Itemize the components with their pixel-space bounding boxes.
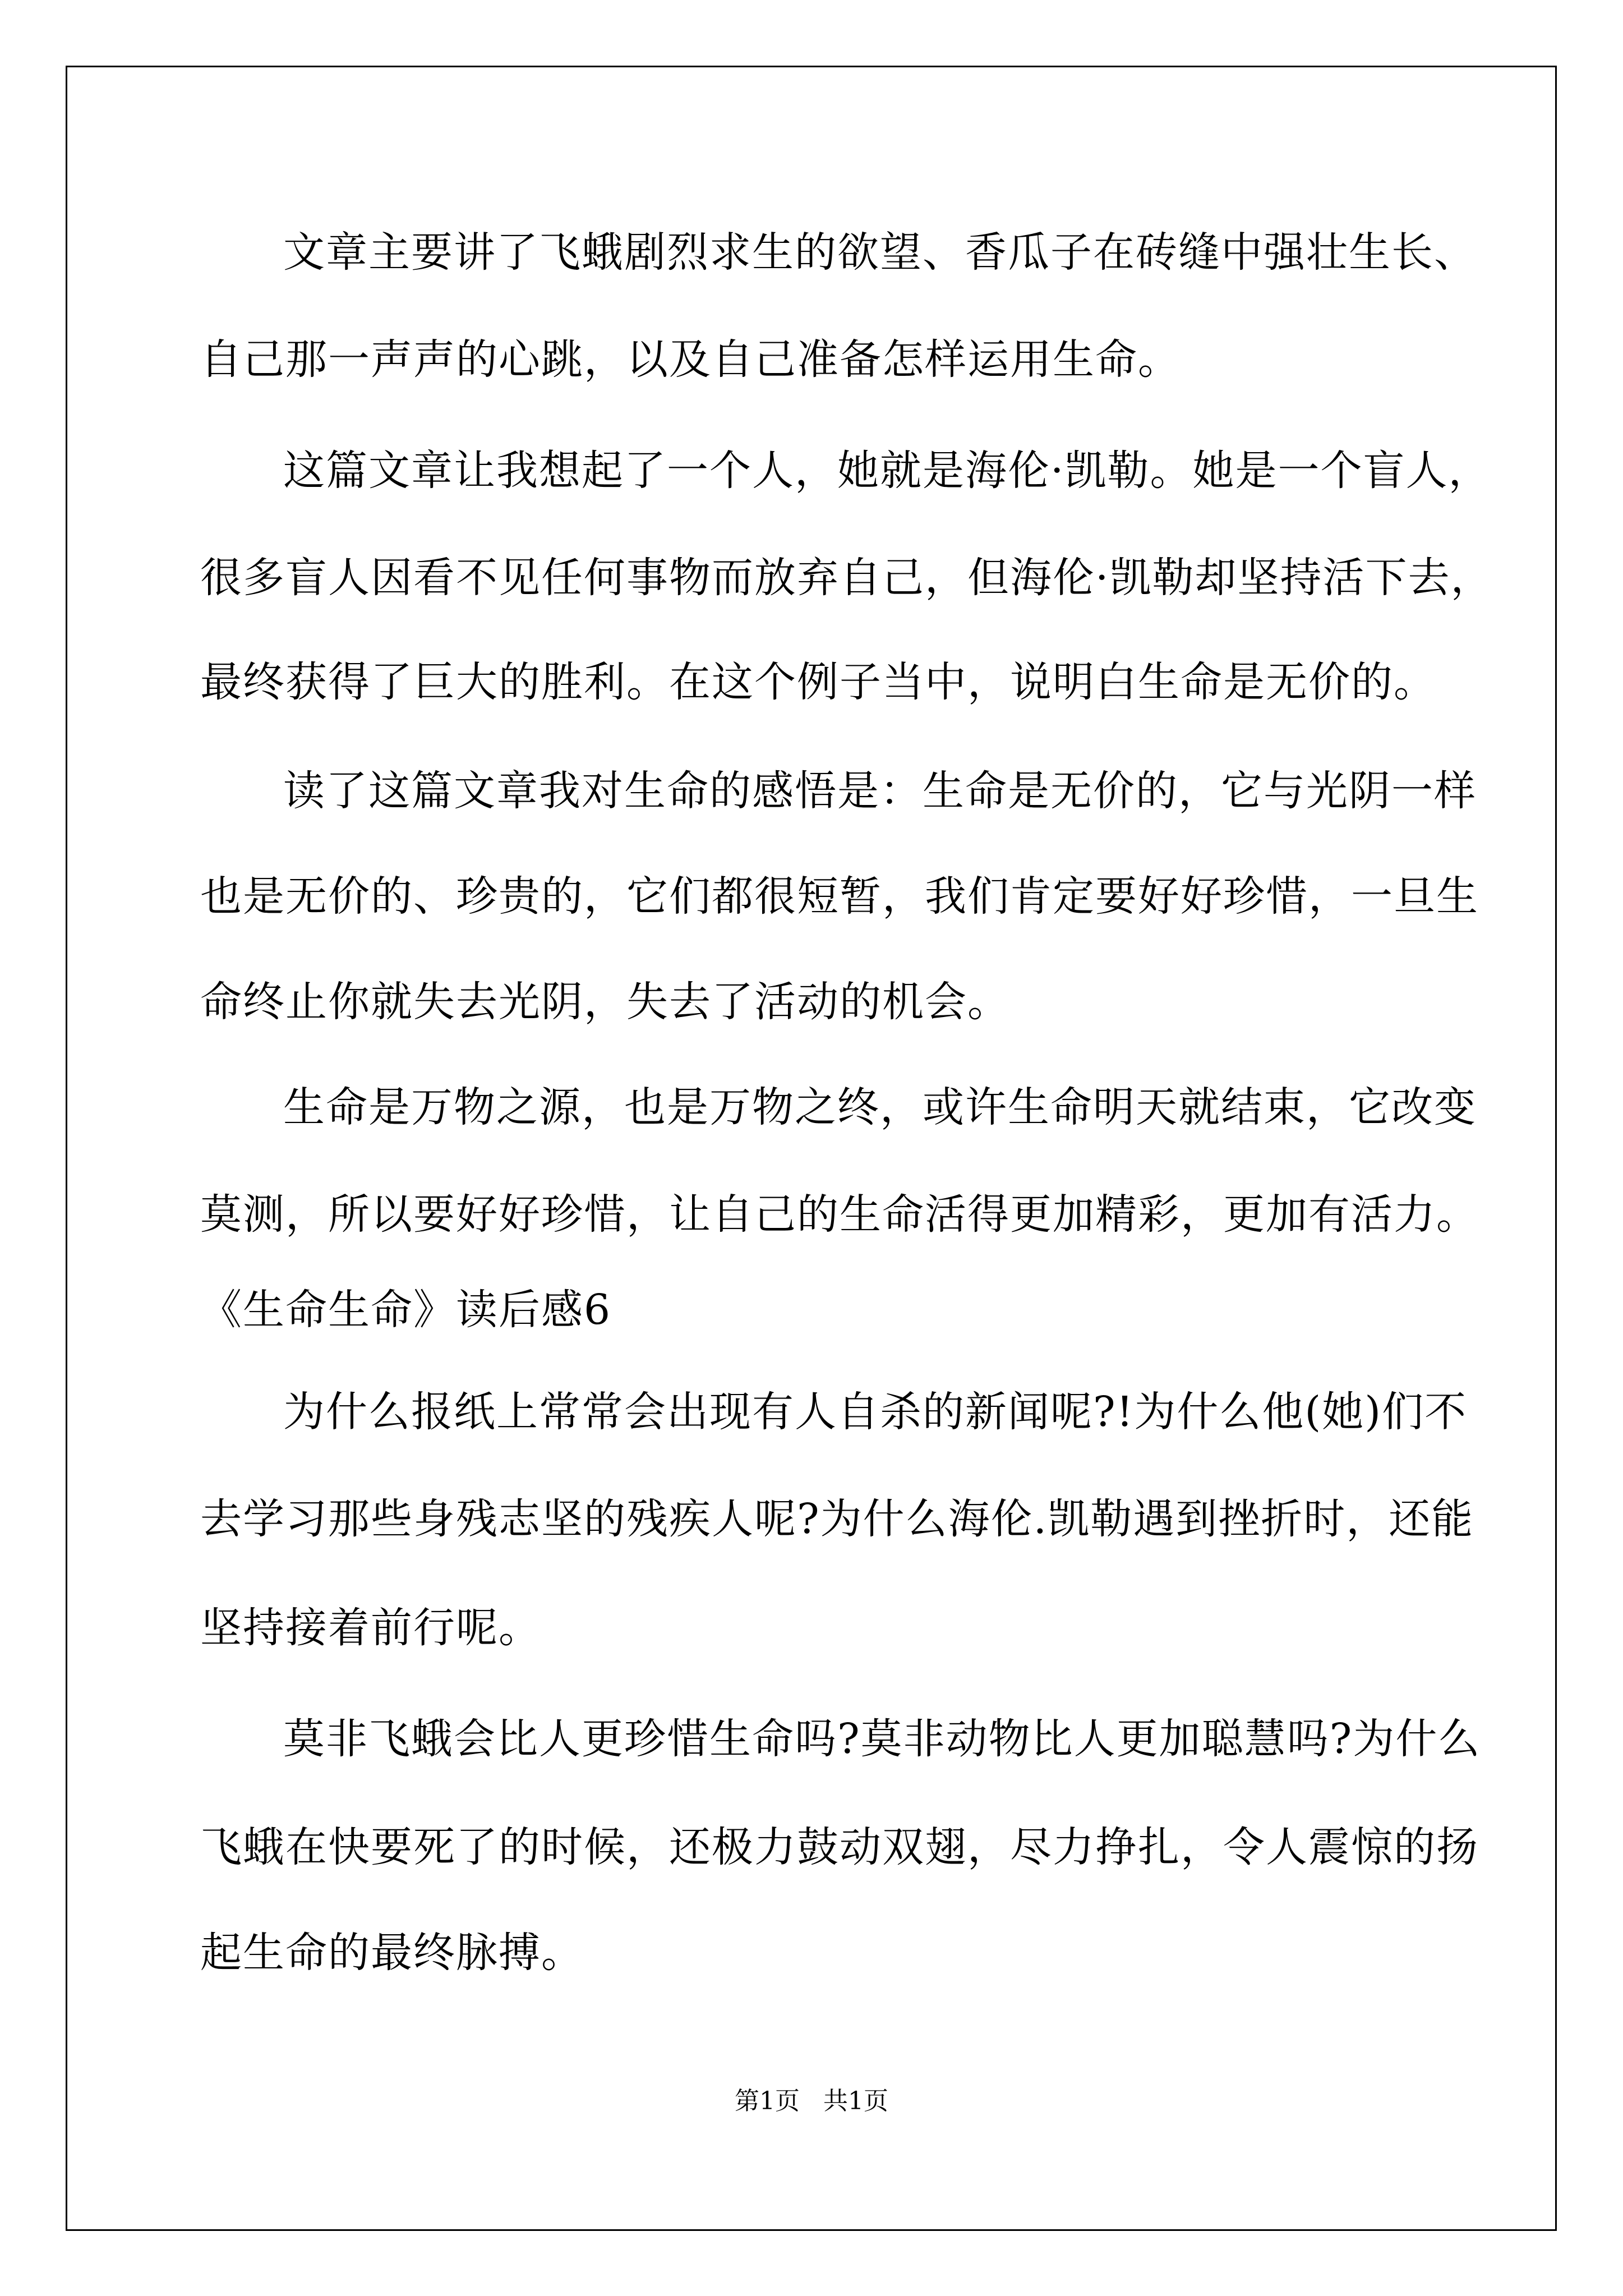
- paragraph-5-line-2: 去学习那些身残志坚的残疾人呢?为什么海伦.凯勒遇到挫折时，还能: [200, 1495, 1474, 1543]
- section-heading: 《生命生命》读后感6: [200, 1286, 612, 1334]
- paragraph-6-line-2: 飞蛾在快要死了的时候，还极力鼓动双翅，尽力挣扎，令人震惊的扬: [200, 1823, 1479, 1871]
- paragraph-3-line-2: 也是无价的、珍贵的，它们都很短暂，我们肯定要好好珍惜，一旦生: [200, 872, 1479, 921]
- paragraph-4-line-2: 莫测，所以要好好珍惜，让自己的生命活得更加精彩，更加有活力。: [200, 1190, 1479, 1239]
- page-footer: 第1页 共1页: [735, 2087, 888, 2115]
- paragraph-3-line-3: 命终止你就失去光阴，失去了活动的机会。: [200, 978, 1010, 1026]
- paragraph-2-line-1: 这篇文章让我想起了一个人，她就是海伦·凯勒。她是一个盲人，: [283, 447, 1491, 495]
- paragraph-5-line-1: 为什么报纸上常常会出现有人自杀的新闻呢?!为什么他(她)们不: [283, 1388, 1468, 1436]
- paragraph-2-line-2: 很多盲人因看不见任何事物而放弃自己，但海伦·凯勒却坚持活下去，: [200, 554, 1493, 602]
- page-border: [66, 66, 1557, 2231]
- paragraph-1-line-1: 文章主要讲了飞蛾剧烈求生的欲望、香瓜子在砖缝中强壮生长、: [283, 228, 1477, 277]
- paragraph-6-line-1: 莫非飞蛾会比人更珍惜生命吗?莫非动物比人更加聪慧吗?为什么: [283, 1715, 1481, 1763]
- paragraph-5-line-3: 坚持接着前行呢。: [200, 1604, 541, 1652]
- paragraph-6-line-3: 起生命的最终脉搏。: [200, 1929, 584, 1977]
- paragraph-3-line-1: 读了这篇文章我对生命的感悟是：生命是无价的，它与光阴一样: [283, 767, 1477, 815]
- paragraph-4-line-1: 生命是万物之源，也是万物之终，或许生命明天就结束，它改变: [283, 1083, 1477, 1131]
- paragraph-2-line-3: 最终获得了巨大的胜利。在这个例子当中，说明白生命是无价的。: [200, 658, 1436, 706]
- paragraph-1-line-2: 自己那一声声的心跳，以及自己准备怎样运用生命。: [200, 335, 1181, 384]
